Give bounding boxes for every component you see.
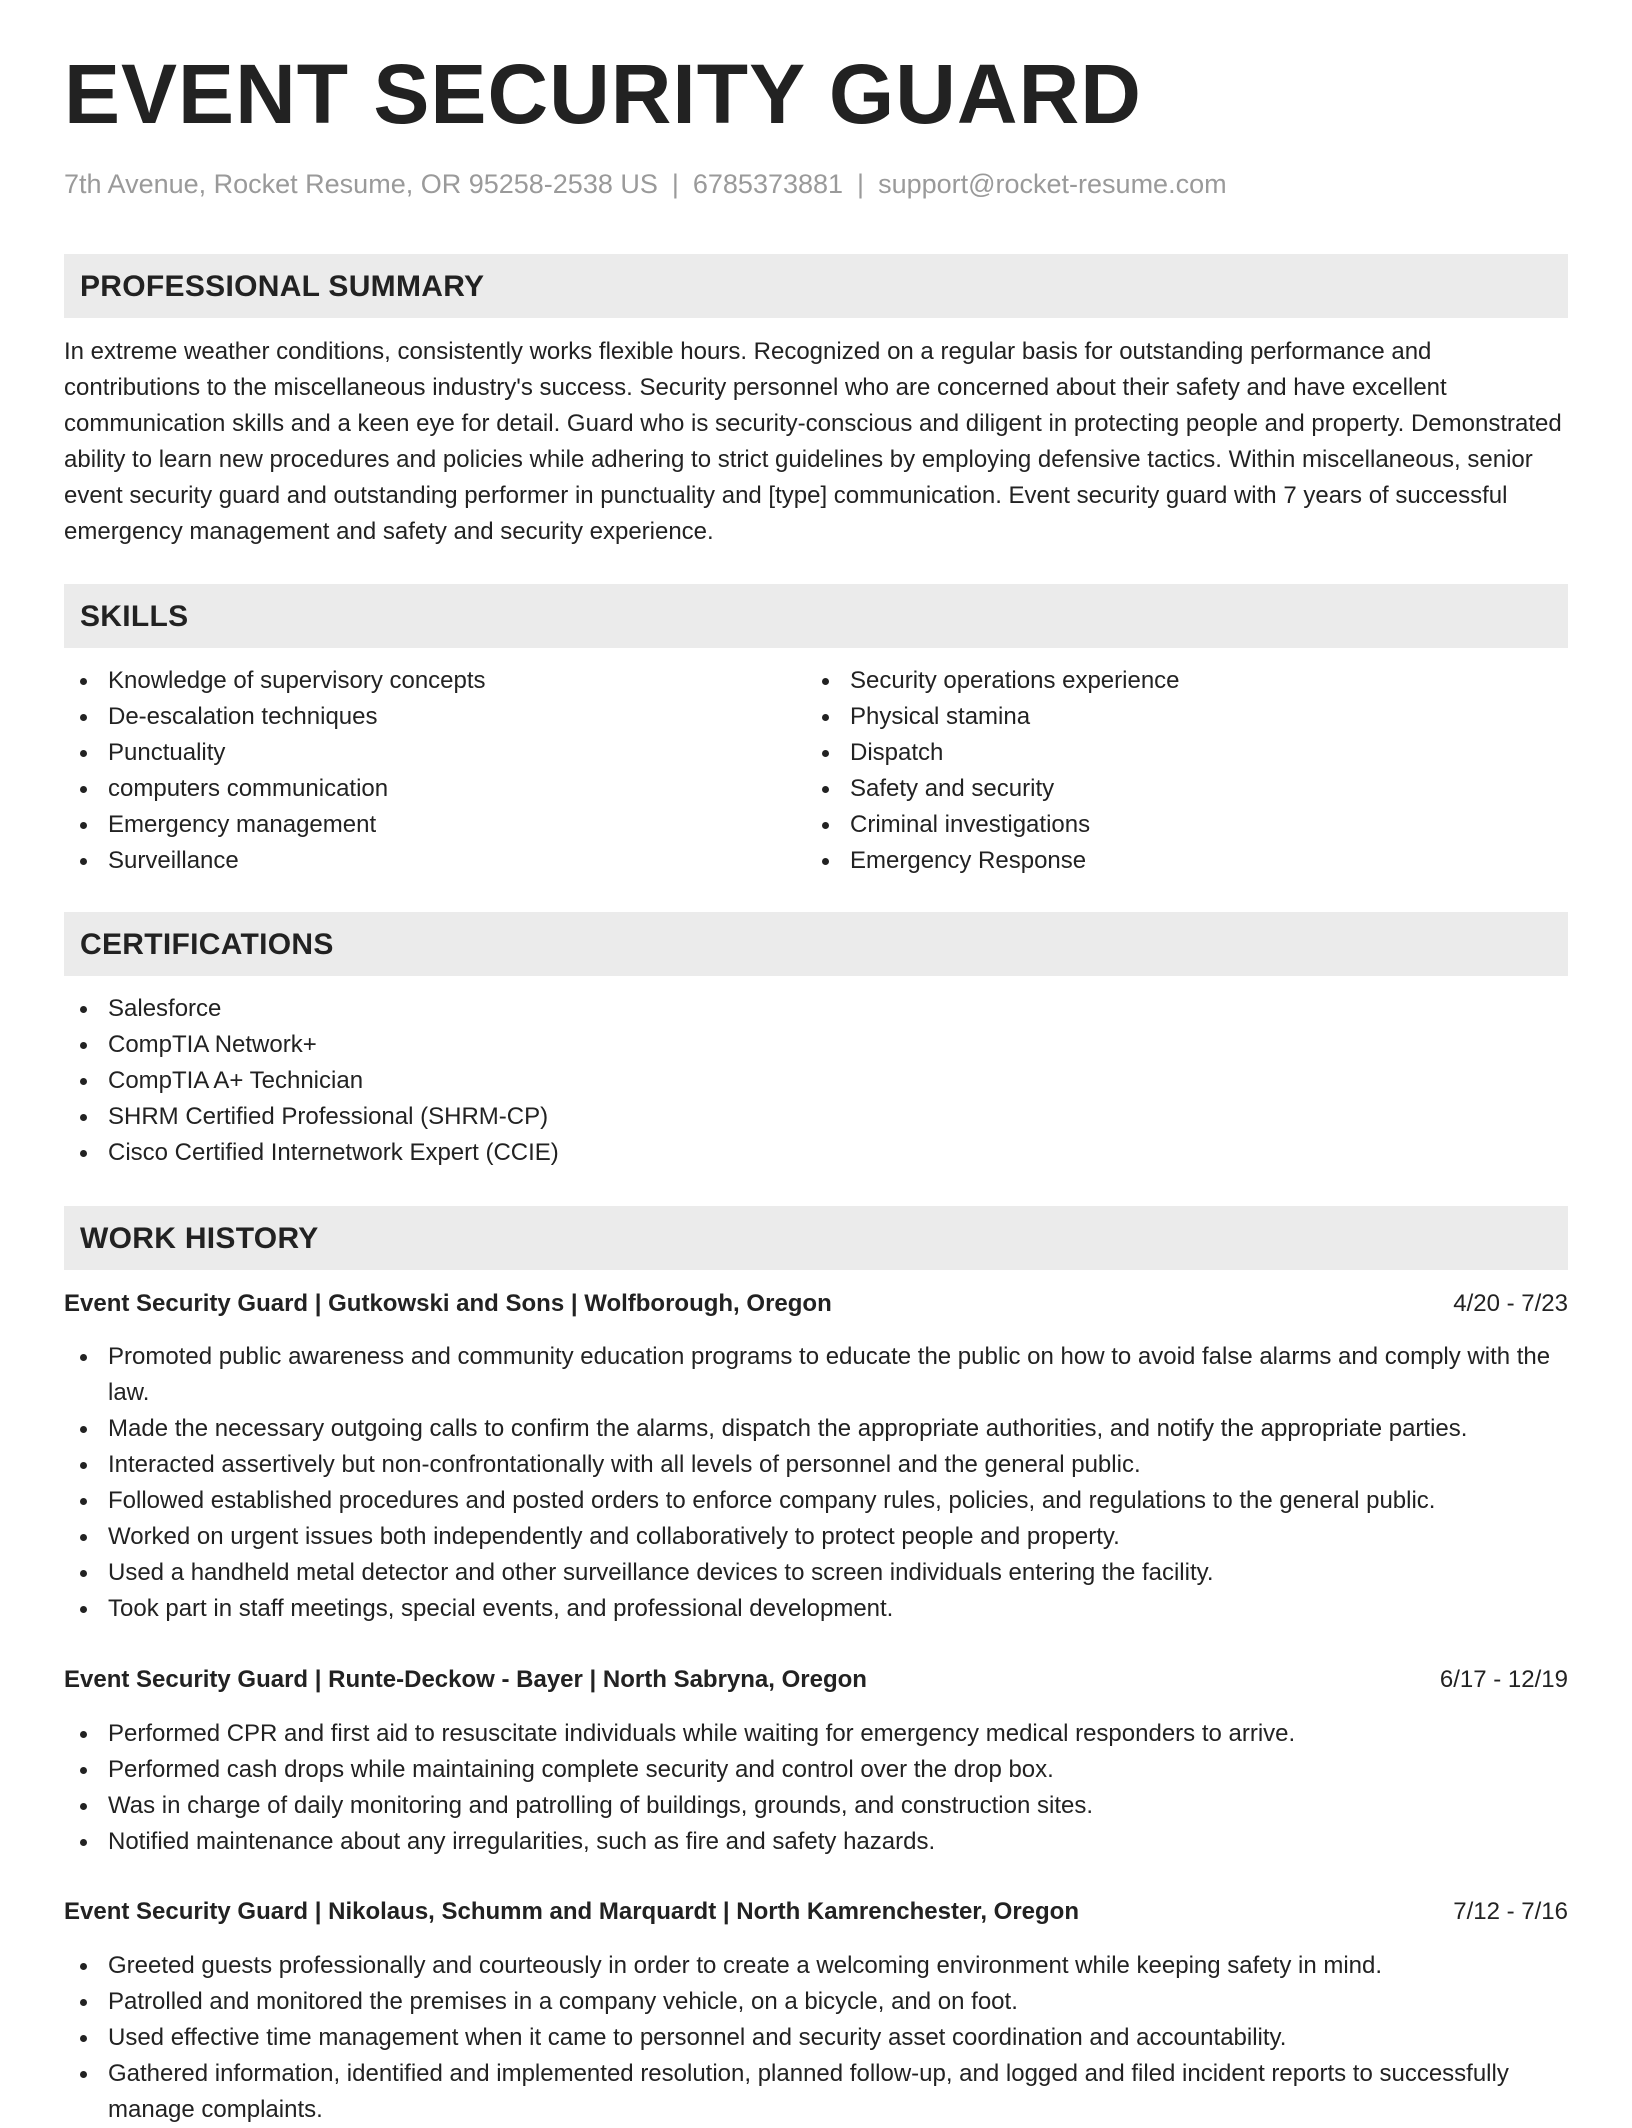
list-item: Patrolled and monitored the premises in a company vehicle, on a bicycle, and on foot. [64,1984,1568,2020]
list-item: Made the necessary outgoing calls to confirm the alarms, dispatch the appropriate authorities, and notify the appropriate parties. [64,1411,1568,1447]
contact-email: support@rocket-resume.com [878,169,1227,199]
job-title: Event Security Guard | Runte-Deckow - Bayer | North Sabryna, Oregon [64,1666,867,1693]
list-item: Interacted assertively but non-confrontationally with all levels of personnel and the general public. [64,1447,1568,1483]
section-title: PROFESSIONAL SUMMARY [80,270,485,303]
list-item: Was in charge of daily monitoring and patrolling of buildings, grounds, and construction sites. [64,1788,1568,1824]
list-item: Used a handheld metal detector and other surveillance devices to screen individuals entering the facility. [64,1555,1568,1591]
skills-column-left [64,663,804,879]
skills-list-left [64,663,804,879]
list-item: Used effective time management when it came to personnel and security asset coordination and accountability. [64,2020,1568,2056]
list-item: CompTIA Network+ [64,1027,1568,1063]
list-item: Worked on urgent issues both independently and collaboratively to protect people and property. [64,1519,1568,1555]
list-item: Took part in staff meetings, special events, and professional development. [64,1591,1568,1627]
job-header [64,1662,1568,1698]
job-duties [64,1716,1568,1860]
list-item: Surveillance [64,843,804,879]
certifications-list [64,991,1568,1171]
section-header-work-history [64,1206,1568,1270]
list-item: Safety and security [806,771,1546,807]
list-item: Followed established procedures and posted orders to enforce company rules, policies, and regulations to the general public. [64,1483,1568,1519]
job-header [64,1894,1568,1930]
list-item: Knowledge of supervisory concepts [64,663,804,699]
job-dates: 7/12 - 7/16 [1453,1898,1568,1925]
list-item: Dispatch [806,735,1546,771]
job-header [64,1286,1568,1322]
list-item: Performed CPR and first aid to resuscitate individuals while waiting for emergency medical responders to arrive. [64,1716,1568,1752]
job-title: Event Security Guard | Gutkowski and Sons | Wolfborough, Oregon [64,1290,832,1317]
list-item: Salesforce [64,991,1568,1027]
section-header-skills [64,584,1568,648]
job-dates: 4/20 - 7/23 [1453,1290,1568,1317]
list-item: Notified maintenance about any irregularities, such as fire and safety hazards. [64,1824,1568,1860]
section-title: SKILLS [80,600,189,633]
job-dates: 6/17 - 12/19 [1439,1666,1568,1693]
list-item: Physical stamina [806,699,1546,735]
list-item: Emergency management [64,807,804,843]
contact-separator: | [671,169,679,199]
section-title: WORK HISTORY [80,1222,319,1255]
list-item: Greeted guests professionally and courteously in order to create a welcoming environment while keeping safety in mind. [64,1948,1568,1984]
list-item: Performed cash drops while maintaining complete security and control over the drop box. [64,1752,1568,1788]
list-item: Security operations experience [806,663,1546,699]
list-item: SHRM Certified Professional (SHRM-CP) [64,1099,1568,1135]
contact-line [64,168,1227,200]
section-header-summary [64,254,1568,318]
list-item: Punctuality [64,735,804,771]
skills-column-right [806,663,1546,879]
job-duties [64,1948,1568,2128]
list-item: Promoted public awareness and community education programs to educate the public on how to avoid false alarms and comply with the law. [64,1339,1568,1411]
list-item: Gathered information, identified and implemented resolution, planned follow-up, and logged and filed incident reports to successfully manage complaints. [64,2056,1568,2128]
resume-title: EVENT SECURITY GUARD [64,47,1142,141]
job-title: Event Security Guard | Nikolaus, Schumm and Marquardt | North Kamrenchester, Oregon [64,1898,1079,1925]
job-duties [64,1339,1568,1627]
list-item: Emergency Response [806,843,1546,879]
contact-phone: 6785373881 [692,169,844,199]
skills-list-right [806,663,1546,879]
list-item: Cisco Certified Internetwork Expert (CCIE) [64,1135,1568,1171]
contact-address: 7th Avenue, Rocket Resume, OR 95258-2538 US [64,169,658,199]
section-header-certifications [64,912,1568,976]
section-title: CERTIFICATIONS [80,928,334,961]
list-item: computers communication [64,771,804,807]
summary-text: In extreme weather conditions, consistently works flexible hours. Recognized on a regular basis for outstanding performance and contributions to the miscellaneous industry's success. Security personnel who are concerned about their safety and have excellent communication skills and a keen eye for detail. Guard who is security-conscious and diligent in protecting people and property. Demonstrated ability to learn new procedures and policies while adhering to strict guidelines by employing defensive tactics. Within miscellaneous, senior event security guard and outstanding performer in punctuality and [type] communication. Event security guard with 7 years of successful emergency management and safety and security experience. [64,338,1562,545]
contact-separator: | [857,169,865,199]
list-item: CompTIA A+ Technician [64,1063,1568,1099]
list-item: De-escalation techniques [64,699,804,735]
list-item: Criminal investigations [806,807,1546,843]
